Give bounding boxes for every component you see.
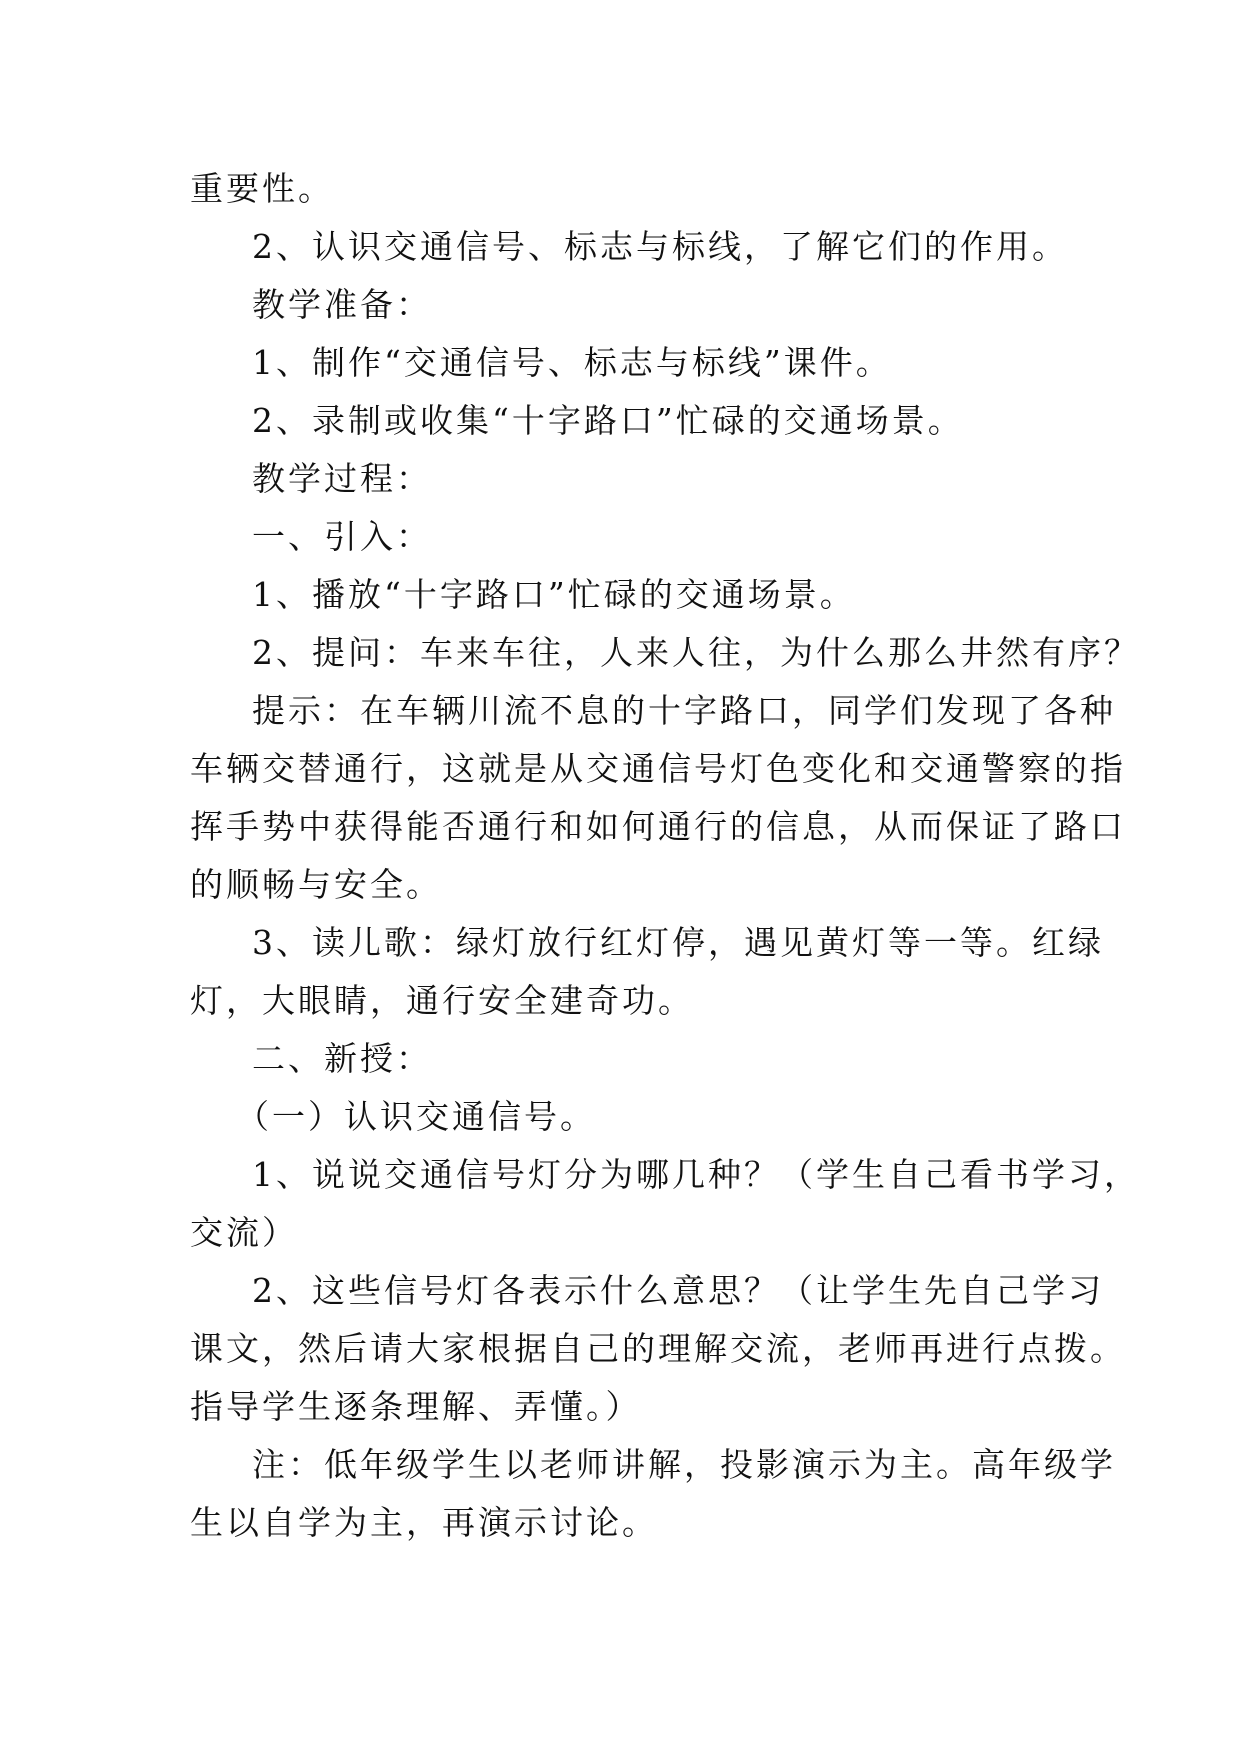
text-line: 的顺畅与安全。 (190, 865, 442, 904)
text-line: 课文，然后请大家根据自己的理解交流，老师再进行点拨。 (190, 1329, 1126, 1368)
text-line: 1、制作“交通信号、标志与标线”课件。 (252, 343, 892, 382)
subsection-heading: （一）认识交通信号。 (236, 1097, 596, 1136)
text-line: 3、读儿歌：绿灯放行红灯停，遇见黄灯等一等。红绿 (252, 923, 1104, 962)
text-line: 车辆交替通行，这就是从交通信号灯色变化和交通警察的指 (190, 749, 1126, 788)
note-line: 生以自学为主，再演示讨论。 (190, 1503, 658, 1542)
section-heading-preparation: 教学准备： (252, 285, 432, 324)
text-line: 2、认识交通信号、标志与标线，了解它们的作用。 (252, 227, 1068, 266)
text-line: 灯，大眼睛，通行安全建奇功。 (190, 981, 694, 1020)
text-line: 交流） (190, 1213, 298, 1252)
section-heading-new-lesson: 二、新授： (252, 1039, 432, 1078)
lesson-plan-text (190, 160, 1140, 1552)
text-line: 2、录制或收集“十字路口”忙碌的交通场景。 (252, 401, 964, 440)
section-heading-process: 教学过程： (252, 459, 432, 498)
text-line: 指导学生逐条理解、弄懂。） (190, 1387, 642, 1426)
text-line: 1、说说交通信号灯分为哪几种？（学生自己看书学习， (252, 1155, 1140, 1194)
text-line: 提示：在车辆川流不息的十字路口，同学们发现了各种 (252, 691, 1116, 730)
section-heading-intro: 一、引入： (252, 517, 432, 556)
text-line: 2、提问：车来车往，人来人往，为什么那么井然有序？ (252, 633, 1140, 672)
text-line: 2、这些信号灯各表示什么意思？（让学生先自己学习 (252, 1271, 1104, 1310)
text-line: 1、播放“十字路口”忙碌的交通场景。 (252, 575, 856, 614)
text-line: 挥手势中获得能否通行和如何通行的信息，从而保证了路口 (190, 807, 1126, 846)
note-line: 注：低年级学生以老师讲解，投影演示为主。高年级学 (252, 1445, 1116, 1484)
text-line: 重要性。 (190, 169, 334, 208)
